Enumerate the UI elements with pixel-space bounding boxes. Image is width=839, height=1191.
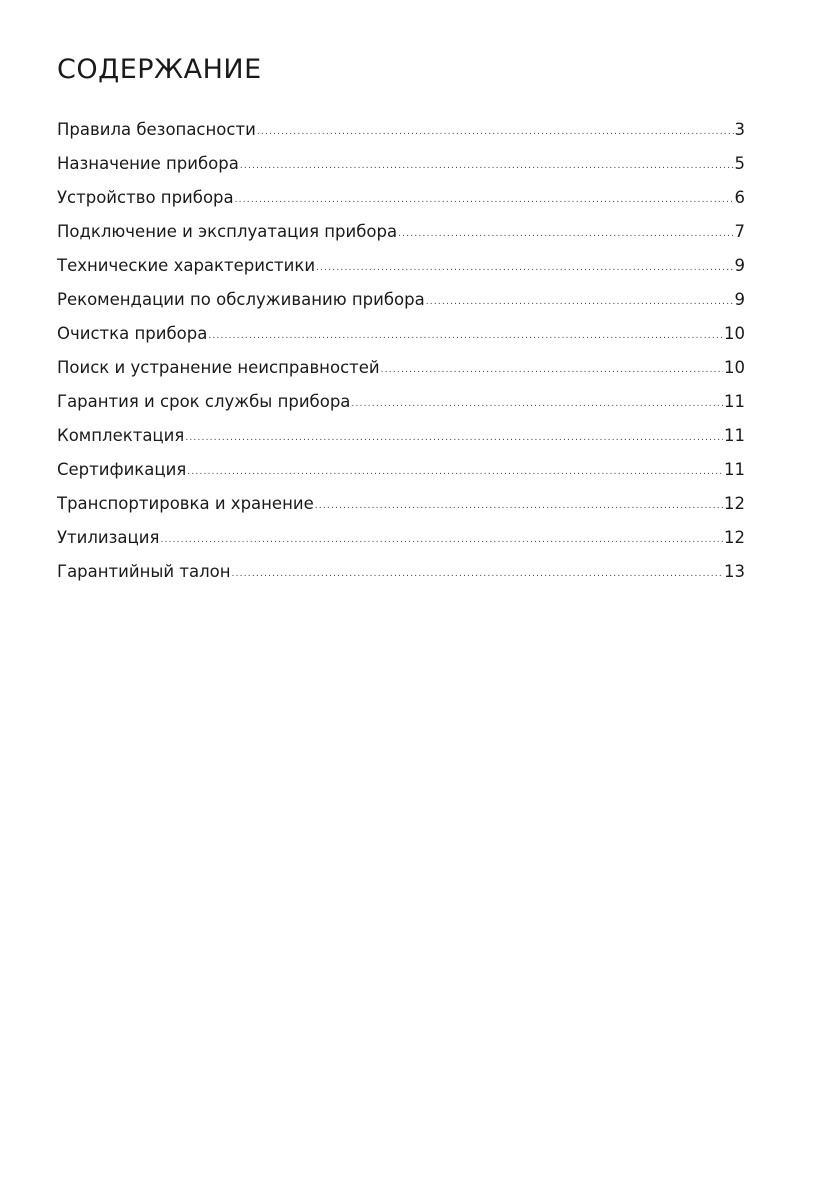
toc-entry-page: 7 <box>734 222 745 241</box>
page-title: СОДЕРЖАНИЕ <box>57 54 262 85</box>
toc-entry[interactable] <box>57 220 745 254</box>
toc-dot-leader <box>208 324 723 348</box>
toc-entry-label: Транспортировка и хранение <box>57 494 314 513</box>
toc-entry[interactable] <box>57 492 745 526</box>
toc-dot-leader <box>235 188 734 212</box>
toc-entry[interactable] <box>57 288 745 322</box>
toc-entry[interactable] <box>57 152 745 186</box>
toc-dot-leader <box>315 494 723 518</box>
toc-entry-page: 12 <box>724 494 745 513</box>
toc-entry-label: Очистка прибора <box>57 324 208 343</box>
toc-entry-label: Сертификация <box>57 460 187 479</box>
toc-entry-label: Гарантийный талон <box>57 562 231 581</box>
toc-entry[interactable] <box>57 458 745 492</box>
toc-entry-label: Технические характеристики <box>57 256 316 275</box>
toc-entry-label: Рекомендации по обслуживанию прибора <box>57 290 425 309</box>
table-of-contents <box>57 52 745 581</box>
toc-entry-page: 9 <box>734 256 745 275</box>
toc-dot-leader <box>240 154 734 178</box>
toc-entry-page: 3 <box>734 120 745 139</box>
toc-dot-leader <box>381 358 723 382</box>
toc-entry-label: Правила безопасности <box>57 120 256 139</box>
toc-entry[interactable] <box>57 424 745 458</box>
toc-entry-page: 5 <box>734 154 745 173</box>
toc-dot-leader <box>351 392 723 416</box>
toc-dot-leader <box>316 256 733 280</box>
toc-dot-leader <box>185 426 723 450</box>
toc-dot-leader <box>426 290 734 314</box>
toc-entry[interactable] <box>57 356 745 390</box>
toc-entry-label: Гарантия и срок службы прибора <box>57 392 351 411</box>
toc-entry-label: Подключение и эксплуатация прибора <box>57 222 398 241</box>
toc-entry[interactable] <box>57 118 745 152</box>
toc-entry-label: Устройство прибора <box>57 188 234 207</box>
toc-entry[interactable] <box>57 186 745 220</box>
toc-entry-page: 9 <box>734 290 745 309</box>
toc-entry-page: 11 <box>724 426 745 445</box>
toc-entry-label: Утилизация <box>57 528 160 547</box>
toc-entry[interactable] <box>57 254 745 288</box>
toc-dot-leader <box>398 222 733 246</box>
toc-entry[interactable] <box>57 390 745 424</box>
toc-dot-leader <box>232 562 723 586</box>
toc-entry-page: 12 <box>724 528 745 547</box>
toc-dot-leader <box>187 460 723 484</box>
toc-entry-label: Назначение прибора <box>57 154 239 173</box>
toc-entry-page: 11 <box>724 392 745 411</box>
toc-entry-label: Поиск и устранение неисправностей <box>57 358 380 377</box>
toc-entry-page: 10 <box>724 358 745 377</box>
toc-entry-page: 13 <box>724 562 745 581</box>
toc-entry-page: 6 <box>734 188 745 207</box>
toc-dot-leader <box>160 528 723 552</box>
toc-entry[interactable] <box>57 322 745 356</box>
toc-entry[interactable] <box>57 560 745 594</box>
toc-entry[interactable] <box>57 526 745 560</box>
toc-entry-page: 10 <box>724 324 745 343</box>
toc-entry-label: Комплектация <box>57 426 185 445</box>
toc-entry-page: 11 <box>724 460 745 479</box>
toc-dot-leader <box>257 120 734 144</box>
toc-list <box>57 118 745 594</box>
